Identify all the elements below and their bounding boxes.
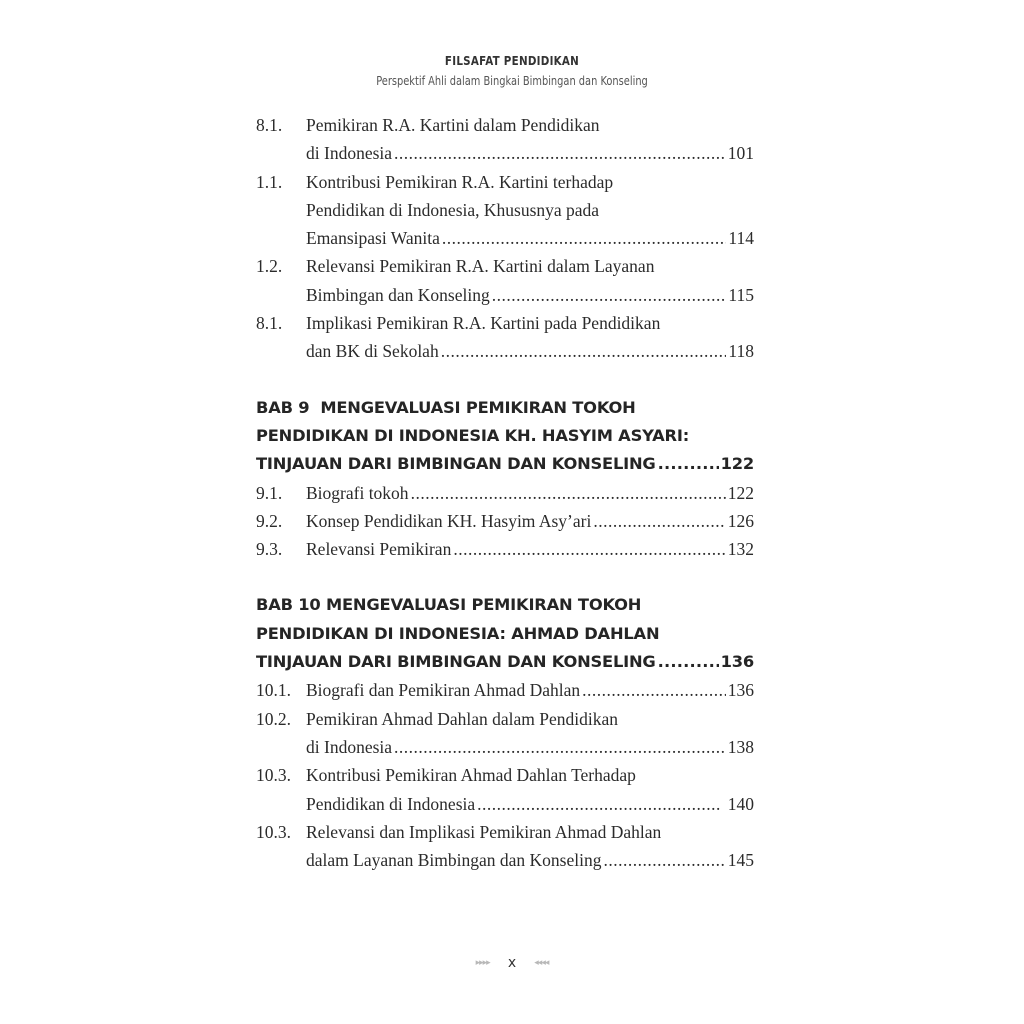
leader-dots (658, 450, 719, 478)
toc-line (256, 252, 754, 280)
section-number: 8.1. (256, 115, 283, 135)
section-title-cont: Bimbingan dan Konseling (306, 284, 490, 305)
page-number: 138 (727, 736, 754, 757)
toc-entry[interactable] (256, 676, 754, 704)
section-title: Kontribusi Pemikiran Ahmad Dahlan Terhadap (306, 765, 636, 786)
spacer (256, 366, 754, 394)
toc-line (256, 507, 754, 535)
leader-dots (658, 648, 719, 676)
toc-entry[interactable] (256, 535, 754, 563)
section-number: 8.1. (256, 313, 283, 334)
section-number: 9.2. (256, 510, 283, 531)
leader-dots (593, 507, 725, 535)
chapter-line (256, 394, 754, 422)
section-number: 9.3. (256, 539, 283, 560)
toc-line (256, 535, 754, 563)
section-title-cont: di Indonesia (306, 143, 393, 164)
section-number: 10.1. (256, 680, 291, 701)
leader-dots (442, 224, 727, 252)
leader-dots (492, 281, 727, 309)
leader-dots (394, 139, 726, 167)
toc-line (256, 196, 754, 224)
section-number: 10.3. (256, 765, 291, 786)
page-number: 132 (727, 539, 754, 560)
page-number: 114 (728, 228, 754, 249)
toc-entry[interactable] (256, 168, 754, 253)
toc-entry[interactable] (256, 479, 754, 507)
section-title: Relevansi Pemikiran R.A. Kartini dalam Layanan (306, 256, 655, 277)
toc-entry[interactable] (256, 507, 754, 535)
section-title-cont: Pendidikan di Indonesia (306, 793, 476, 814)
toc-line (256, 139, 754, 167)
toc-line (256, 761, 754, 789)
toc-line (256, 846, 754, 874)
chapter-heading-bab-10[interactable] (256, 591, 754, 676)
spacer (256, 563, 754, 591)
section-title-cont: Pendidikan di Indonesia, Khususnya pada (306, 199, 600, 220)
section-title: Relevansi Pemikiran (306, 539, 452, 560)
section-title: Biografi tokoh (306, 482, 409, 503)
section-title: Biografi dan Pemikiran Ahmad Dahlan (306, 680, 581, 701)
chapter-line (256, 648, 754, 676)
section-title: Relevansi dan Implikasi Pemikiran Ahmad Dahlan (306, 821, 662, 842)
section-number: 1.1. (256, 171, 283, 192)
toc-entry[interactable] (256, 111, 754, 168)
section-title: Pemikiran Ahmad Dahlan dalam Pendidikan (306, 708, 619, 729)
section-title: Pemikiran R.A. Kartini dalam Pendidikan (306, 115, 600, 135)
toc-entry[interactable] (256, 252, 754, 309)
toc-line (256, 705, 754, 733)
toc-entry[interactable] (256, 761, 754, 818)
book-subtitle: Perspektif Ahli dalam Bingkai Bimbingan dan Konseling (376, 74, 648, 88)
page-number: 115 (728, 284, 754, 305)
page-number-footer: x (507, 955, 517, 971)
section-title: Konsep Pendidikan KH. Hasyim Asy’ari (306, 510, 592, 531)
page-number: 136 (720, 652, 754, 672)
table-of-contents (256, 111, 754, 874)
chapter-title-cont: PENDIDIKAN DI INDONESIA: AHMAD DAHLAN (256, 623, 660, 643)
leader-dots (453, 535, 725, 563)
section-number: 10.3. (256, 821, 291, 842)
toc-line (256, 337, 754, 365)
toc-line (256, 111, 754, 139)
chapter-line (256, 620, 754, 648)
chapter-line (256, 450, 754, 478)
section-number: 1.2. (256, 256, 283, 277)
section-number: 10.2. (256, 708, 291, 729)
chapter-title-cont: TINJAUAN DARI BIMBINGAN DAN KONSELING (256, 454, 656, 474)
page-number: 140 (723, 793, 754, 814)
book-title: FILSAFAT PENDIDIKAN (444, 54, 580, 68)
page-number: 118 (728, 341, 754, 362)
section-title-cont: Emansipasi Wanita (306, 228, 440, 249)
toc-line (256, 818, 754, 846)
leader-dots (394, 733, 726, 761)
toc-line (256, 790, 754, 818)
section-title-cont: dalam Layanan Bimbingan dan Konseling (306, 850, 602, 871)
page-number: 136 (727, 680, 754, 701)
toc-line (256, 676, 754, 704)
toc-entry[interactable] (256, 309, 754, 366)
chapter-title-cont: PENDIDIKAN DI INDONESIA KH. HASYIM ASYARI: (256, 425, 690, 445)
page-number: 145 (727, 850, 754, 871)
toc-line (256, 224, 754, 252)
chapter-heading-bab-9[interactable] (256, 394, 754, 479)
chapter-title-cont: TINJAUAN DARI BIMBINGAN DAN KONSELING (256, 652, 656, 672)
chapter-line (256, 422, 754, 450)
page-number: 126 (727, 510, 754, 531)
section-title: Kontribusi Pemikiran R.A. Kartini terhadap (306, 171, 614, 192)
toc-entry[interactable] (256, 705, 754, 762)
leader-dots (441, 337, 727, 365)
toc-entry[interactable] (256, 818, 754, 875)
chapter-title: BAB 9 MENGEVALUASI PEMIKIRAN TOKOH (256, 397, 636, 417)
toc-line (256, 281, 754, 309)
arrow-left-ornament-icon: ◂◂◂◂ (534, 958, 549, 968)
toc-line (256, 479, 754, 507)
leader-dots (582, 676, 726, 704)
toc-line (256, 733, 754, 761)
toc-line (256, 309, 754, 337)
page-number: 101 (727, 143, 754, 164)
page-number: 122 (720, 454, 754, 474)
leader-dots (477, 790, 721, 818)
leader-dots (603, 846, 725, 874)
section-number: 9.1. (256, 482, 283, 503)
chapter-title: BAB 10 MENGEVALUASI PEMIKIRAN TOKOH (256, 595, 642, 615)
page-header (0, 52, 1024, 90)
leader-dots (411, 479, 726, 507)
page-number: 122 (727, 482, 754, 503)
section-title-cont: di Indonesia (306, 736, 393, 757)
chapter-line (256, 591, 754, 619)
page-footer (0, 955, 1024, 971)
arrow-right-ornament-icon: ▸▸▸▸ (475, 958, 490, 968)
section-title: Implikasi Pemikiran R.A. Kartini pada Pendidikan (306, 313, 661, 334)
section-title-cont: dan BK di Sekolah (306, 341, 439, 362)
toc-line (256, 168, 754, 196)
